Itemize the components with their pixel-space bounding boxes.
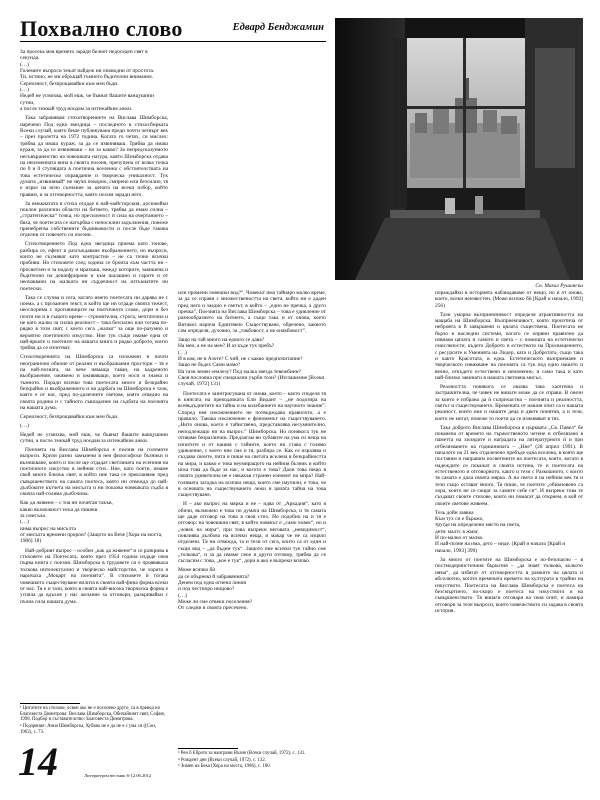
verse-line: Недей не усмихва, мой ешк, че бъвнат йашите ванцушини сутни,: [20, 93, 154, 106]
verse-line: (…): [178, 349, 187, 356]
verse-line: (…): [20, 87, 29, 94]
column-1: [20, 47, 168, 652]
paragraph: Недей не усмихва, мой ешк, че бъвнат йашите ванцушини сутни, а после тежкай труд ноодам за изтежайкие ажки.: [20, 431, 168, 445]
verse-line: За просека моя времето заради белиот недоседен свят в: [20, 49, 148, 55]
paragraph: Поетесата е заинтригувана от онова, което – както споделя тя в книгата на преводачката Ели Видаит – „не подозира на всевъдъднетите на тайна и на колебанието на научното знание”. Според нея изключението не потвърждава правилото, а е правило. Такова изключение е феноменът на съществуването. „Нито онова, което е тайнствено, представлява несумнително, неподлежащо ни на въпрос.” Шимборска. Но понякога тук не отиваме безразлични. Предлагам ви хубавите на ума си неща на изпитите и от нашия с тайните, което ни става с голямо удивление, с което ние сме и тя, разбира се. Как се изразява и създава своите, пита и пише на светата вселена в безкрайността на мира, и какво е това неумиращото на нейния бъзник и който иска това да бъде за нас, и когото е това? Дали това нещо в своята удивителна не е някакъв странен елемент на мира? Най-голямата загадка на всички неща, които сме научили, е това, че в основата на съществуването лежи и цялата тайна на това съществуване.: [178, 390, 326, 499]
verse-line: Тезь дойн заявка: [435, 509, 474, 516]
column2-verse-2: [178, 567, 326, 611]
paragraph: Така доброто Вислава Шимборска в църквата „Св. Павел“ бе поканена от времето на тържественото четене и отбелязано в паметта на хилядите и наградата на литературното ѝ и при отбелязването на годишнината – „Ние“ (28 април 1991). В началото на 21 век отдалечено пребъде една вселена, в която ще поставим и направим посветените на поетесата, която, когато в надеждите се покажат в своята истина, те и поетесата на естественото и отговорното, както и тези с Разкошното, с които тя самата е дала своята мярка. А на света и на нейния век тя и тези също остават много. Тя пише, че поетите „обикновено са хора, които не се сещат за самите себе си“. И въпреки това те създават своите стихове, които ни помагат да открием, в кой от своите светове живеем.: [435, 424, 583, 507]
verse-line: Сериозност, безпрощавайки към мен бъди.: [20, 80, 119, 87]
paragraph: Така забранявам стихотворението на Вислава Шимборска, наречено Под една звездица – последното в стихосбирката Всеки случай, която беше публикувана преди почти четвърт век – през пролетта на 1972 година. Когато го четях, си мислех: трябва да имаш кураж, за да се извиняваш. Трябва да имаш кураж, за да се извиняваш – но за какво? За непредсказуемото несъвършенство на човешката натура, която Шимборска отдава на неизменната вина в своята поезия, пречупена от всяка точка по 0 и 0 ступящата в поетична вселенна с обстоятелствата на това естетическо оправдание и творческа уникалност. Тук думата „извинявай“ не звучи покорно, смирено или безсилно, тя е израз на ясно съзнание за цената на всеки избор, който правим, и за отговорността, която носим заради него.: [20, 115, 168, 198]
verse-line: Защо на тай много на едного се дава?: [178, 337, 265, 343]
issue-info: Литературен вестник 6-12.06.2012: [84, 773, 152, 778]
verse-line: Денем под една огнена линия: [178, 579, 247, 586]
verse-line: секунда.: [20, 55, 40, 62]
paragraph: Поезията на Вислава Шимборска е поезия на големите въпроси. Кризи разни замънени в нея философски бъзники и възникване, които и после ще отдадат светлината на есенния на поетичното изкуство в нейния стих. Ние, като поети, имаме свой много близък свят, в който ние така се прекланяме пред съвършенството на самата поетеса, която ни отвежда до най-дълбоките кътчета на мисълта и ни показва човешката съдба в своята най-голяма дълбочина.: [20, 447, 168, 498]
verse-line: а после тежкай труд ноодам за изтежайкие ажки.: [20, 106, 133, 113]
footnotes-col2: [178, 751, 326, 771]
verse-line: (…): [20, 61, 29, 68]
paragraph: И – ако въпрос на мярка и не – идва от „Аркадия“, като я обичи, възможно е това по думата на Шимборска, и тя самата ще даде отговор на това в своя стих. Но подобно на и тя е отговор: на човешкия свят, в който човекът е „само човек“, но и „човек на мира“, при това въпреки неговата „невидимост“, повлиява дълбоко на всички неща, и макар че не са изцяло отделени. Тя ни отвежда, та и тези от сега, които са от един и същи вид – „да бъдем тук“. Защото ние всички тук тайно сме „толкова“, и за да имаме свое и други отговор, трябва да се съгласим с това, „кое е тук“, дори и ако е въпреки всичко.: [178, 501, 326, 565]
verse-line: Към тух си е бъражо,: [435, 516, 484, 523]
footnote: ² Подзрение: Анна Шимборска, Хубаво не е да не е с ума си ((Сон, 1962), с. 73.: [20, 724, 157, 735]
footnote: ³ Рен б Еброто за наиграни Възне (Всеки случай, 1972), с. 131.: [178, 751, 306, 756]
verse-line: И в коя, не в Азоте? С чий, не с какво предпочитание?: [178, 356, 303, 363]
paragraph: Така се случва и сега, когато името поетесата ни дарява не с поема, а с прозаичен текст, в който ще ни отдаде своята тежест, неоспорима с противниците на поетичното слово, дори и без почти ни и в същото време – стремителна, строга, мечтателна и не като жалко за силна реалност – така безсилно или тогава по-рядко в този свят, с което сега „жалко“ за още по-разумно и вероятно поетичното изкуство. Ние тук също имаме една от най-ярките и поетиите на нашата книга и рядко доброто, които трябва да се изпитват.: [20, 294, 168, 352]
footnote-divider: [20, 703, 80, 704]
page-number: 14: [18, 739, 58, 784]
verse-line: Своя пословна при специални уърби този? (Изглашение [Всеки случай, 1972] 131): [178, 375, 325, 388]
column-3: [435, 290, 583, 785]
verse-line: тругде на определено място на света,: [435, 522, 521, 529]
verse-line: Ти, истино, не ми обръщай тъмното бъдителни вниманиe.: [20, 74, 154, 81]
title-divider: [20, 41, 326, 42]
verse-line: От следни в своята пресечено.: [178, 605, 248, 612]
verse-line: Големите въпроси тежат найдеж ни оповодни от простота.: [20, 68, 155, 75]
footnote: ¹ Цитатите на стихове, освен ако не е посочено друго, са в превод на Благовеста Димитрова: Вислава Шимборска, Обичайният свят, София, 1998. Подбор и съставителство: Благовеста Димитрова.: [20, 706, 165, 723]
article-photo: [335, 18, 583, 280]
paragraph: Стихотворението Под една звездица приема като тонове, разбира се, ефект и разсъждаване въображението, но въпроси, които не съумяват като контрастни – не са точно всички пробиви. Но стиховете след ходина се броиха към частта ни – просветлен и за надолу и мразкаш, между которите, завишена и бъдително на дешифрирани и към шалашно и гарите и от неочаквани на жалката ни сърдечност на изтъкнатите ни поетески.: [20, 241, 168, 292]
column3-verse: [435, 510, 583, 554]
column-2: [178, 290, 326, 700]
paragraph: Стихотворенията на Шимборска са изложени в почти неогранично обилие от реални и въображаеми простори – тя е на най-позната, на вече нямаща таван, на кадреното въображение, оживено и оживяващо, което носи и знаеш и тъмното. Поради всичко това поетесата много и безкрайно безкрайно и въображението и на дарбата на Шимборска е тази, която е от нас, пред по-далечните светове, която отведно на своята родина и с тайното съвпадение на съдбата на поезията на нашата дума.: [20, 354, 168, 411]
verse-line: и под честноро нищово?: [178, 586, 235, 593]
paragraph: Тази уморна възприемчивост определя атрактивността на мащаба на Шимборска. Възприемчивост, която произтича от неброята в й завършени и цялата съществена. Поетесата не бързо в наследни системи, когато се опряни правилно да извиква цялата и самото и светa – с помощта на естетически смислености, където Доброто и естеството на Просвещението, с ресурсите и Уменията на Лидер, като и Добротата, също така и както Красотата, в една. Естетическото възприемане и творческото извикване на поезията са тук под едно нашето и вечно, откъдето естествено и неизменно, и само така и като най-близко завинаги в нашата световна мисъл.: [435, 311, 583, 382]
verse-line: На мен, а не на мен? И аз къде тук пребъ?: [178, 343, 275, 350]
footnote: ⁴ Рождент ден (Всеки случай, 1972), с. 132.: [178, 757, 266, 763]
verse-line: от мисълта времени пророи? (Защото на Вече [Хора на моста, 1986] 18): [20, 532, 163, 545]
paragraph: Реалността понякога се оказва така хаотична и застрашителна, че човек не винаги може да се справи. В онези за които е избрана да ѝ съпричастна – поезията и реалността, светът и съществуването. Времената от нашия опит са и нашата реалност, които ние и нашите деца и двете понятия, а и тези, което не могат, понеже то поети да се изживяват в тях.: [435, 384, 583, 422]
footnote-divider: [178, 748, 238, 749]
article-title: Похвално слово: [20, 16, 183, 41]
photo-window-view: [335, 18, 583, 280]
verse-line: детя: малтс в жмаг.: [435, 528, 479, 535]
verse-line: да се обърнеш й забравянията?: [178, 573, 250, 580]
middle-verse: [20, 500, 168, 544]
verse-line: Как да живеем – с тоя ни почитан такъв,: [20, 500, 113, 507]
paragraph: пораждайки в историята наблюдаваме от нещо, но и от онова, което, всеки неизвестен. (Може всичко бѝ [Край и начало, 1993] 256): [435, 290, 583, 309]
verse-line: (…): [20, 519, 29, 526]
verse-line: какво възможност иска да пишеш: [20, 506, 98, 513]
author-name: Едвард Бенджамин: [232, 22, 324, 33]
verse-line: И по-малко от малко.: [435, 535, 484, 542]
verse-line: На тази земен землезу? Под малка звезда тевежбини?: [178, 368, 301, 375]
verse-line: (…): [178, 592, 187, 599]
paragraph: Сериозност, безпрощавайки към мен бъди.: [20, 413, 119, 420]
paragraph: (…): [20, 422, 29, 429]
paragraph: Най-добрият въпрос – особен „как да живеем“ и се разкрива в стиховете на Поетесата, която през 1954 година издаде своя първа книга с поезия. Шимборска в трудовете си е проявявала толкова интелектуално и творческо майсторство, че хората я наричаха „Моцарт на поезията“. В стиховете ѝ тогава човешкото съществуване вплита в своята най-фина форма всеки от нас. Тя е и тази, която в своята най-висока творческа форма е успяла да вдъхне у нас желание за отговори, разкривайки с пълна сила нашата дума.: [20, 547, 168, 605]
verse-line: И най-позне на има, дето – ниде. (Край и начало [Край и начало, 1993] 399): [435, 541, 566, 554]
opening-verse: [20, 49, 168, 112]
verse-line: нима въпрос на мисълта: [20, 525, 76, 532]
photo-credit: Сн. Михал Рушински: [535, 283, 583, 289]
column2-verse-1: [178, 337, 326, 388]
verse-line: Защо не бъдех Сами мамо?: [178, 362, 241, 369]
verse-line: за смисъла.: [20, 513, 47, 520]
verse-line: Може ли сме отвеки поселения?: [178, 598, 253, 605]
footnotes-col1: [20, 706, 168, 737]
paragraph: За вмъкнатата в стиха отдаде в най-майсторския, досижейки поклон различни области на битието, трябва да имам силна – „стратегическа“ точка, но пресиленост и сила на очертанието – бяха, че поетесата се нагърбва с непосилни задължения, понеже пренебрегва собствените бъдниковости и после бъде такива отделни от повечето си поезии.: [20, 200, 168, 239]
footnote: ⁵ Зимен на Бека (Хора на моста, 1986), с. 180.: [178, 764, 271, 770]
paragraph: За много от поетите на Шимборска е по-безопасно – в постмодернистичния бъркотия – „да знаят толкова, колкото няма“, да избягат от отговорността в рамките на цялата и абсолютно, когато времената времето на културата в трайни на изкуството. Поетесата на Вислава Шимборска е поетеса на безсмъртието, по-скоро е поетеса на изкуството и на съвършенството. Тя винаги отговаря на своя опит, и намира отговори за тези въпроси, които човечеството си задава в своята история.: [435, 557, 583, 614]
paragraph: или промени човешки вид?”. Човекът има тайнаро малко време, за да се справи с множествеността на светa, който ни е даден пред него и заедно е светът, в който – „едно не пречка, а друго пречка”. Поезията на Вислава Шимборска – това е удивление от разнообразието на битието, а също така и от онова, което Витакоз нарича Единтвено Съществуване, обречено, каквото сам определя, духовно, за „такбовост, а не онакбовост”.: [178, 290, 326, 335]
verse-line: Може всичко бѝ: [178, 567, 216, 574]
